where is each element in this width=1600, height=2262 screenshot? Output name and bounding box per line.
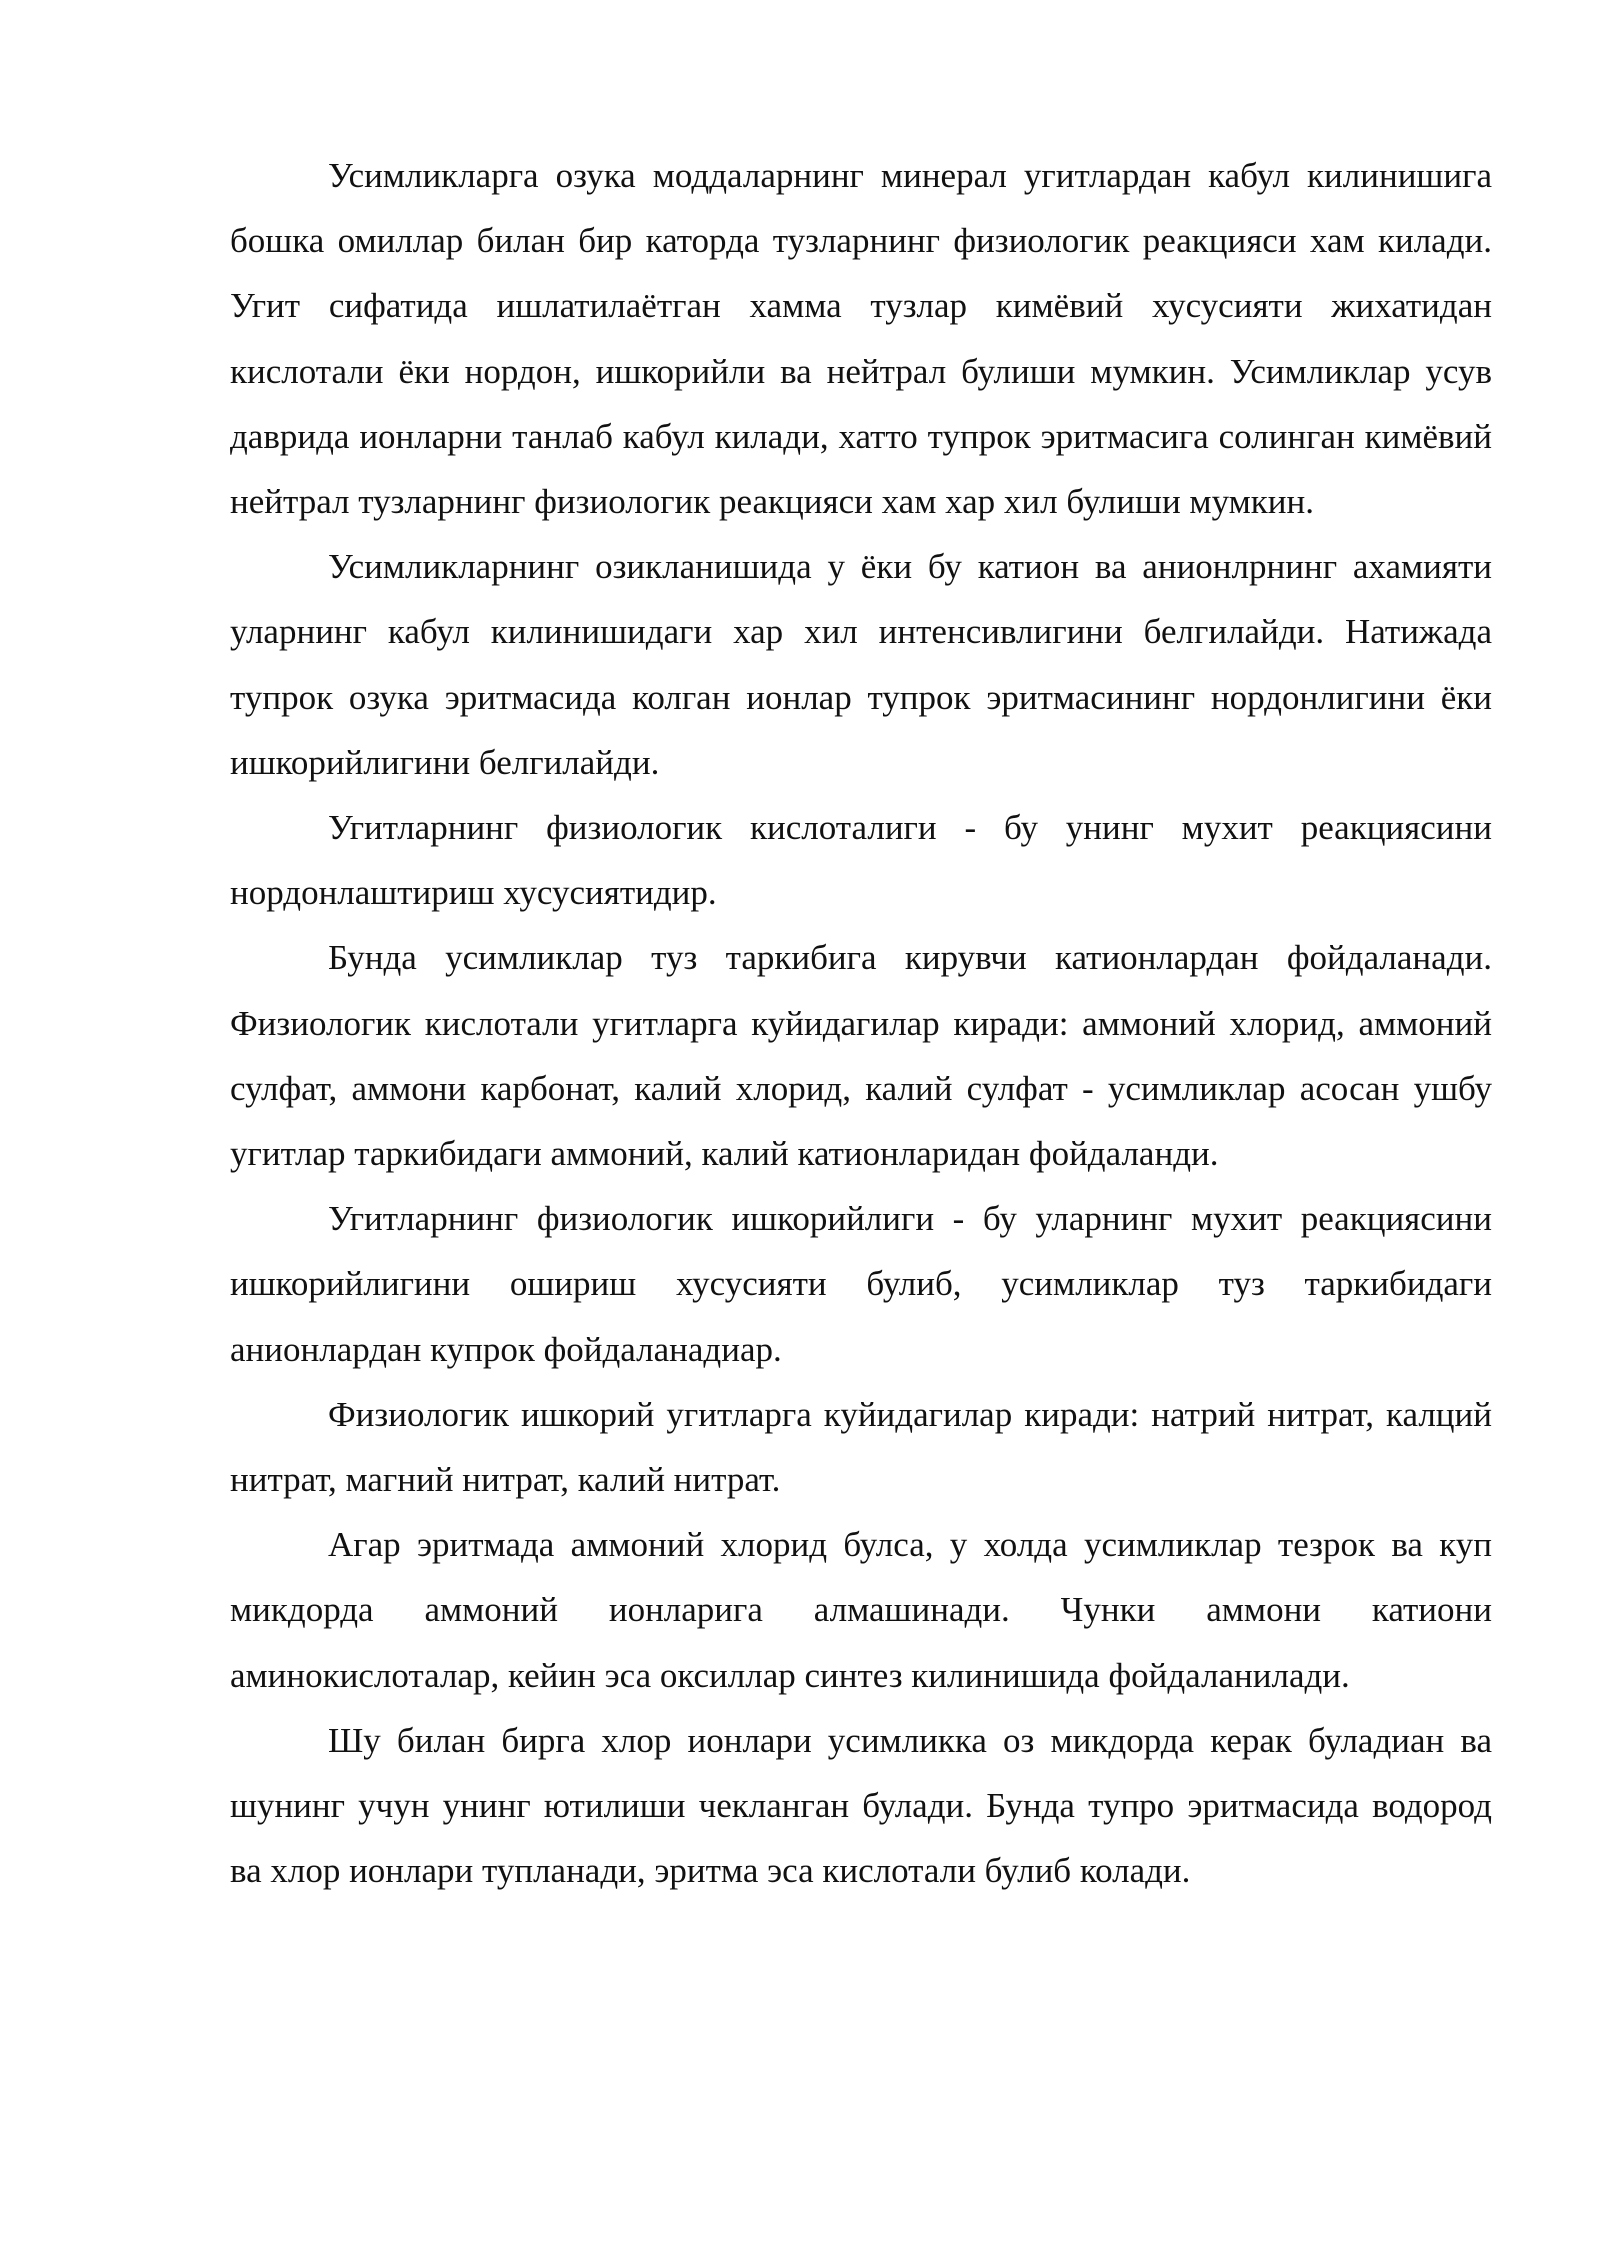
paragraph-2: Усимликларнинг озикланишида у ёки бу катион ва анионлрнинг ахамияти уларнинг кабул килинишидаги хар хил интенсивлигини белгилайди. Натижада тупрок озука эритмасида колган ионлар тупрок эритмасининг нордонлигини ёки ишкорийлигини белгилайди. <box>230 547 1492 782</box>
paragraph-4: Бунда усимликлар туз таркибига кирувчи катионлардан фойдаланади. Физиологик кислотали угитларга куйидагилар киради: аммоний хлорид, аммоний сулфат, аммони карбонат, калий хлорид, калий сулфат - усимликлар асосан ушбу угитлар таркибидаги аммоний, калий катионларидан фойдаланди. <box>230 938 1492 1174</box>
paragraph-1: Усимликларга озука моддаларнинг минерал угитлардан кабул килинишига бошка омиллар билан бир каторда тузларнинг физиологик реакцияси хам килади. Угит сифатида ишлатилаётган хамма тузлар кимёвий хусусияти жихатидан кислотали ёки нордон, ишкорийли ва нейтрал булиши мумкин. Усимликлар усув даврида ионларни танлаб кабул килади, хатто тупрок эритмасига солинган кимёвий нейтрал тузларнинг физиологик реакцияси хам хар хил булиши мумкин. <box>230 156 1492 522</box>
paragraph-7: Агар эритмада аммоний хлорид булса, у холда усимликлар тезрок ва куп микдорда аммоний ионларига алмашинади. Чунки аммони катиони аминокислоталар, кейин эса оксиллар синтез килинишида фойдаланилади. <box>230 1525 1492 1695</box>
paragraph-3: Угитларнинг физиологик кислоталиги - бу унинг мухит реакциясини нордонлаштириш хусусиятидир. <box>230 808 1492 913</box>
document-body <box>230 143 1492 1903</box>
paragraph-5: Угитларнинг физиологик ишкорийлиги - бу уларнинг мухит реакциясини ишкорийлигини ошириш хусусияти булиб, усимликлар туз таркибидаги анионлардан купрок фойдаланадиар. <box>230 1199 1492 1369</box>
paragraph-8: Шу билан бирга хлор ионлари усимликка оз микдорда керак буладиан ва шунинг учун унинг ютилиши чекланган булади. Бунда тупро эритмасида водород ва хлор ионлари тупланади, эритма эса кислотали булиб колади. <box>230 1720 1492 1891</box>
paragraph-6: Физиологик ишкорий угитларга куйидагилар киради: натрий нитрат, калций нитрат, магний нитрат, калий нитрат. <box>230 1394 1492 1500</box>
